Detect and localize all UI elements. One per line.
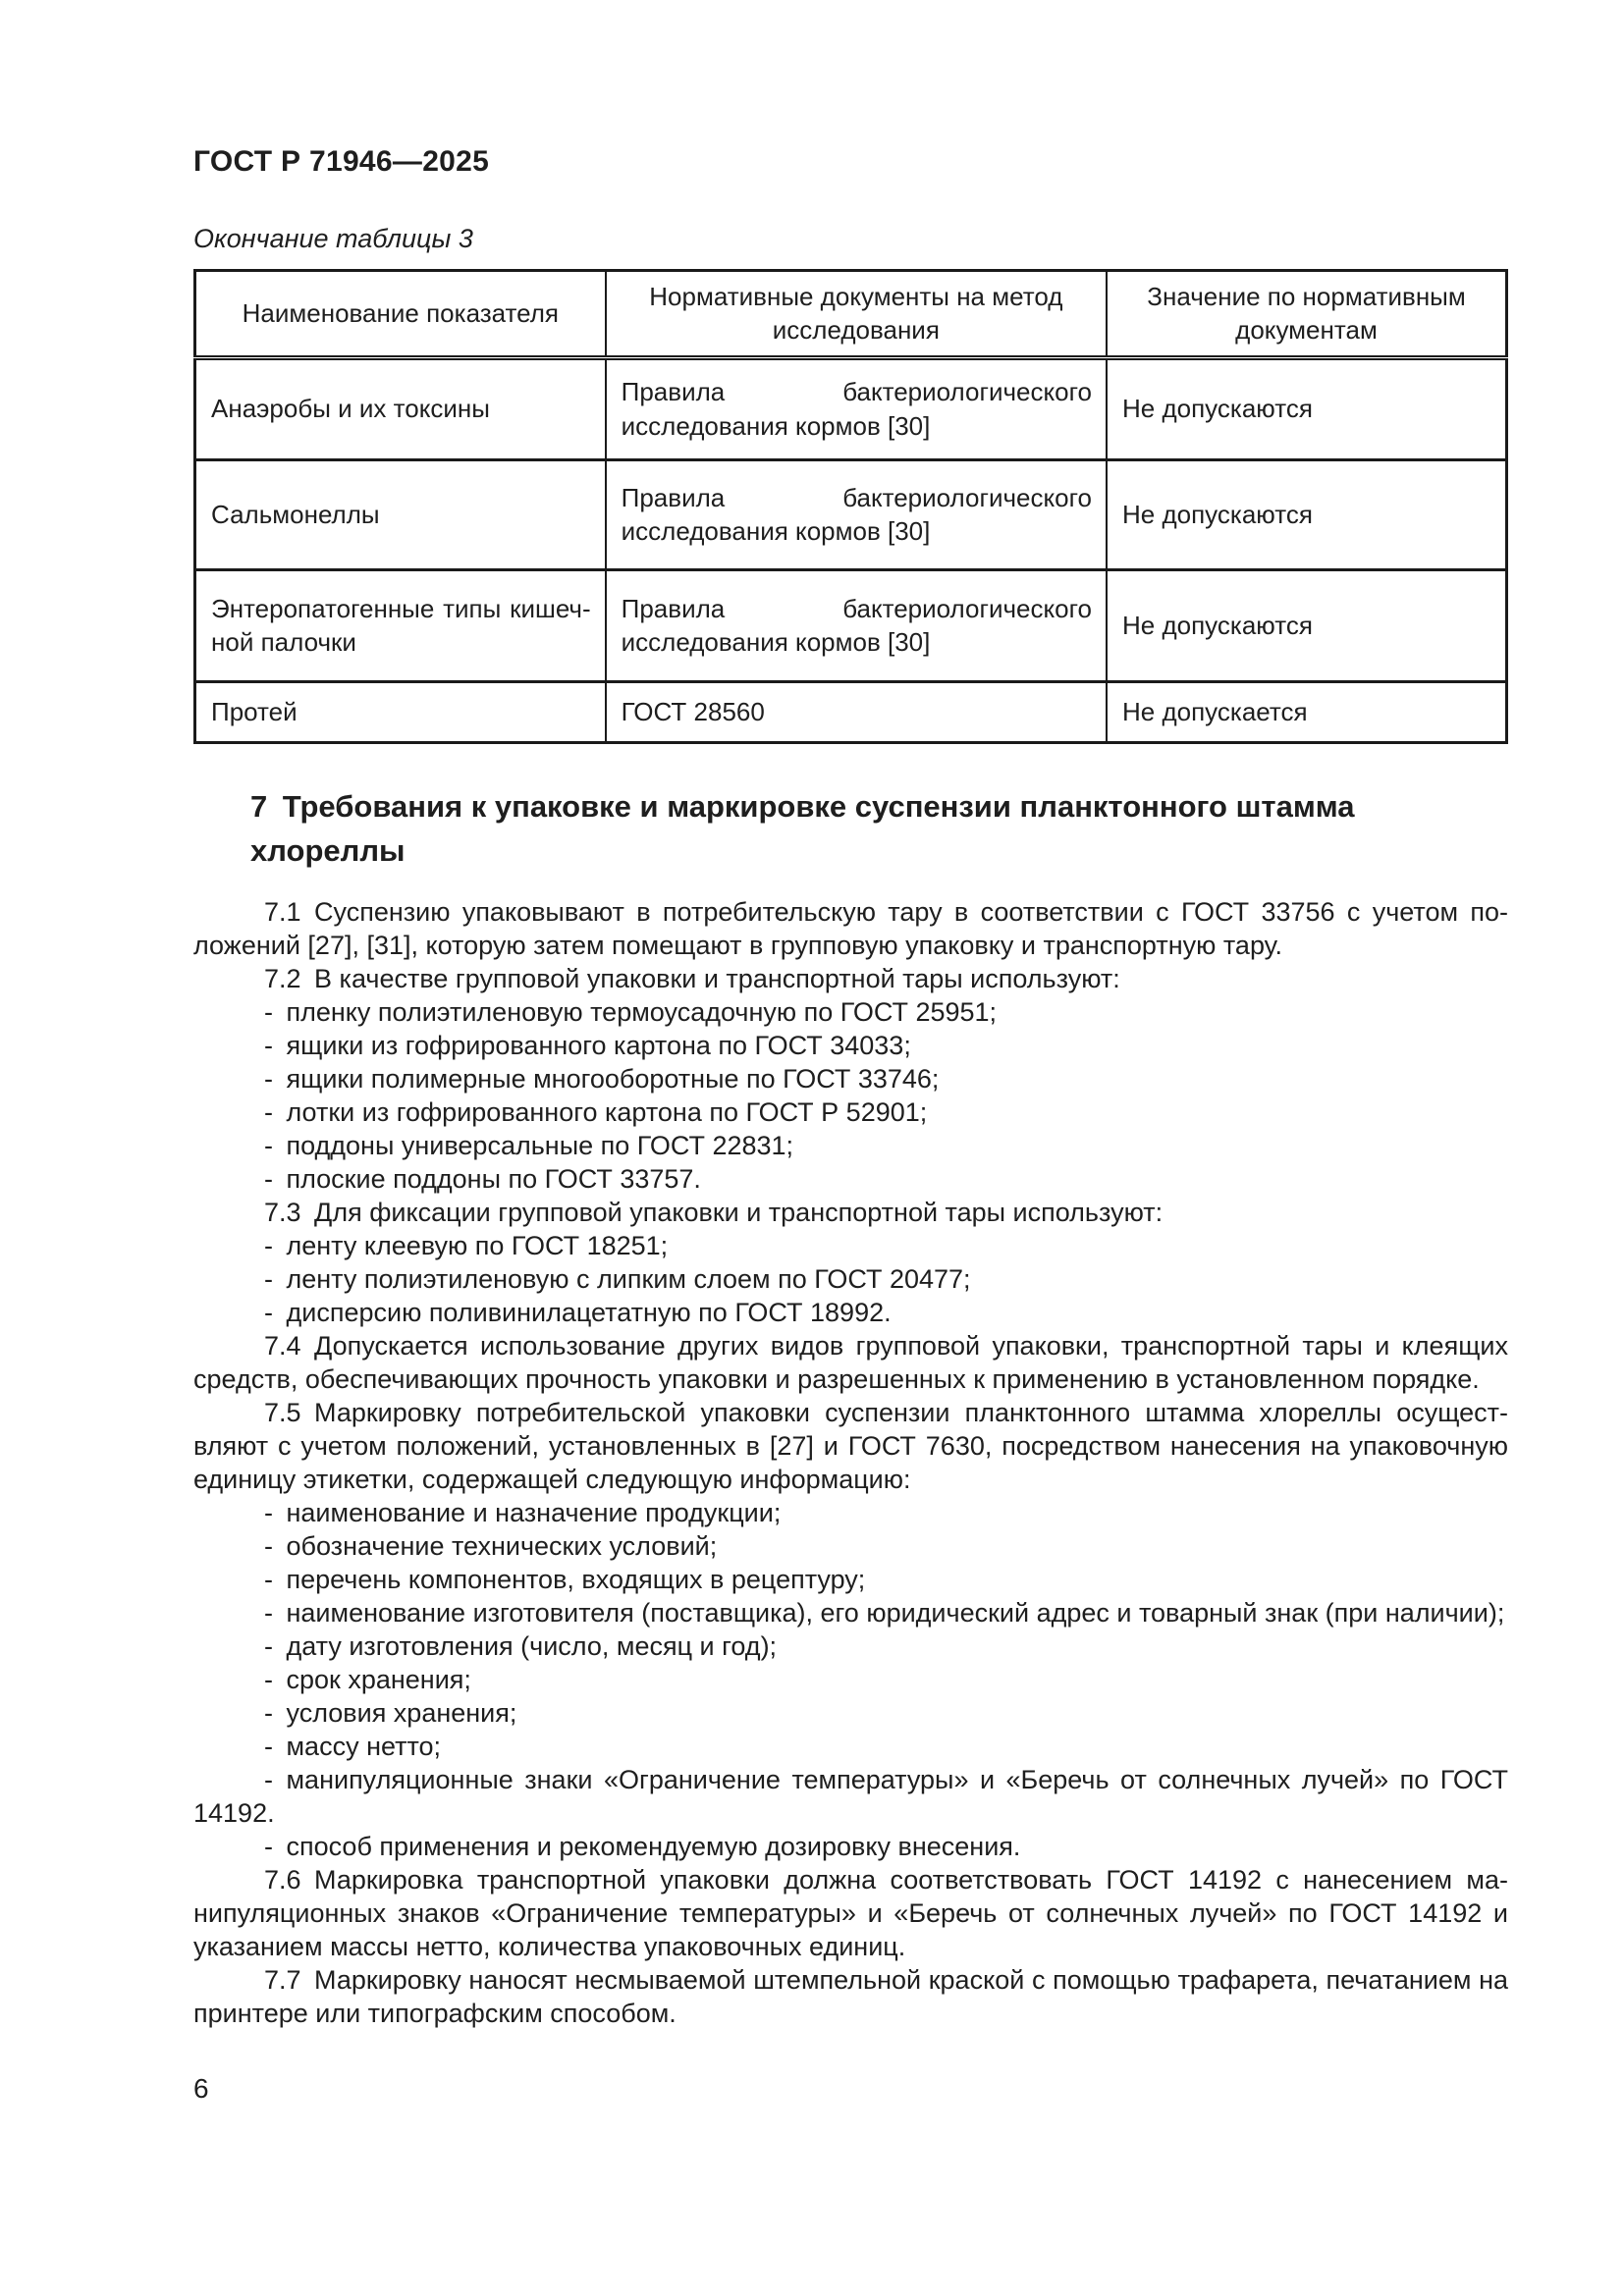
section-body [193,895,1508,2030]
list-item: - дисперсию поливинилацетатную по ГОСТ 18992. [264,1297,892,1327]
paragraph: 7.2 В качестве групповой упаковки и транспортной тары используют: [264,963,1120,993]
cell-indicator: Сальмонеллы [195,459,606,569]
list-item: - массу нетто; [264,1731,442,1761]
paragraph: 7.4 Допускается использование других видов групповой упаковки, транспортной тары и клеящих средств, обеспечивающих прочность упаковки и разрешенных к применению в установленном порядке. [193,1330,1508,1394]
table-body [195,357,1507,742]
list-item: - дату изготовления (число, месяц и год); [264,1630,778,1661]
list-item: - способ применения и рекомендуемую дозировку внесения. [264,1831,1021,1861]
cell-value: Не допускаются [1107,569,1507,681]
list-item: - ящики полимерные многооборотные по ГОСТ 33746; [264,1063,940,1094]
table-header-row [195,271,1507,358]
table-row [195,459,1507,569]
list-item: - ленту клеевую по ГОСТ 18251; [264,1230,669,1260]
list-item: - ящики из гофрированного картона по ГОСТ 34033; [264,1030,911,1060]
column-header-value: Значение по нормативным документам [1107,271,1507,358]
cell-method: Правила бактериологического исследования кормов [30] [606,459,1107,569]
list-item: - наименование изготовителя (поставщика), его юридический адрес и товарный знак (при наличии); [264,1597,1505,1628]
cell-indicator: Протей [195,681,606,742]
paragraph: 7.6 Маркировка транспортной упаковки должна соответствовать ГОСТ 14192 с нанесением манипуляционных знаков «Ограничение температуры» и «Беречь от солнечных лучей» по ГОСТ 14192 и указанием массы нетто, количества упаковочных единиц. [193,1864,1508,1961]
cell-method: Правила бактериологического исследования кормов [30] [606,357,1107,459]
table-caption: Окончание таблицы 3 [193,224,473,253]
indicators-table [193,269,1508,744]
paragraph: 7.5 Маркировку потребительской упаковки суспензии планктонного штамма хлореллы осуществляют с учетом положений, установленных в [27] и ГОСТ 7630, посредством нанесения на упаковочную единицу этикетки, содержащей следующую информацию: [193,1397,1508,1494]
list-item: - срок хранения; [264,1664,471,1694]
list-item: - перечень компонентов, входящих в рецептуру; [264,1564,866,1594]
table-row [195,681,1507,742]
cell-method: ГОСТ 28560 [606,681,1107,742]
column-header-indicator: Наименование показателя [195,271,606,358]
document-code: ГОСТ Р 71946—2025 [193,145,490,178]
page-number: 6 [193,2073,209,2104]
table-row [195,569,1507,681]
list-item: - пленку полиэтиленовую термоусадочную по ГОСТ 25951; [264,996,998,1027]
cell-indicator: Энтеропатогенные типы кишечной палочки [195,569,606,681]
list-item: - поддоны универсальные по ГОСТ 22831; [264,1130,794,1160]
list-item: - плоские поддоны по ГОСТ 33757. [264,1163,701,1194]
table-row [195,357,1507,459]
section-heading: 7 Требования к упаковке и маркировке суспензии планктонного штамма хлореллы [250,788,1355,868]
cell-value: Не допускается [1107,681,1507,742]
column-header-method: Нормативные документы на метод исследования [606,271,1107,358]
list-item: - обозначение технических условий; [264,1530,718,1561]
list-item: - манипуляционные знаки «Ограничение температуры» и «Беречь от солнечных лучей» по ГОСТ 14192. [193,1764,1508,1828]
cell-value: Не допускаются [1107,357,1507,459]
paragraph: 7.3 Для фиксации групповой упаковки и транспортной тары используют: [264,1197,1164,1227]
list-item: - ленту полиэтиленовую с липким слоем по ГОСТ 20477; [264,1263,971,1294]
list-item: - наименование и назначение продукции; [264,1497,782,1527]
cell-method: Правила бактериологического исследования кормов [30] [606,569,1107,681]
list-item: - лотки из гофрированного картона по ГОСТ Р 52901; [264,1096,928,1127]
cell-indicator: Анаэробы и их токсины [211,394,490,424]
paragraph: 7.1 Суспензию упаковывают в потребительскую тару в соответствии с ГОСТ 33756 с учетом положений [27], [31], которую затем помещают в групповую упаковку и транспортную тару. [193,896,1508,960]
cell-value: Не допускаются [1107,459,1507,569]
list-item: - условия хранения; [264,1697,517,1728]
paragraph: 7.7 Маркировку наносят несмываемой штемпельной краской с помощью трафарета, печатанием на принтере или типографским способом. [193,1964,1508,2028]
